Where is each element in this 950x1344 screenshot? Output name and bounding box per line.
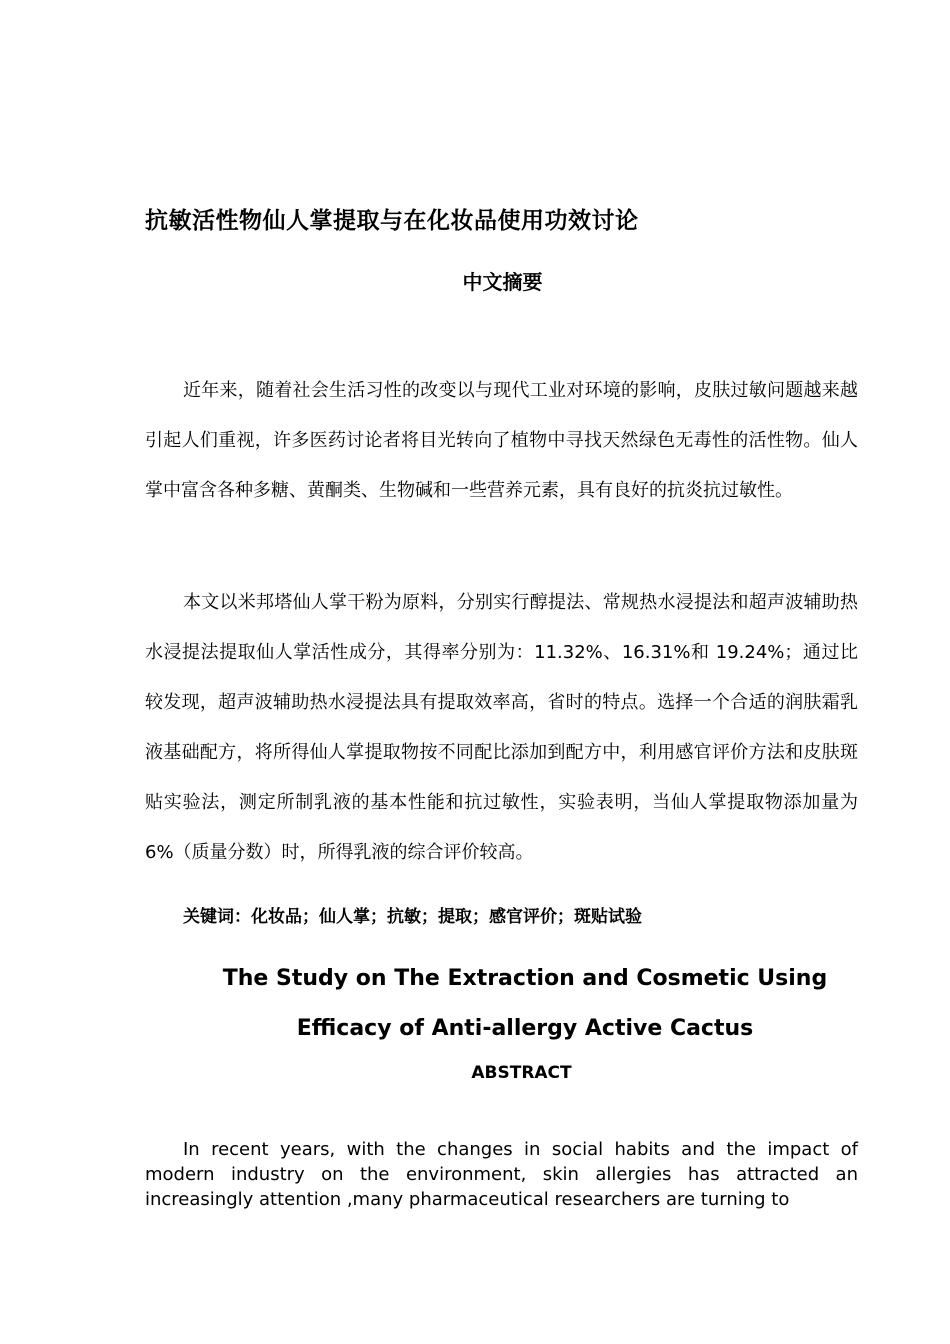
abstract-paragraph-en-1-text: In recent years, with the changes in social habits and the impact of modern industry on the environment, skin allergies has attracted an increasingly attention ,many pharmaceutical researchers are turning to [145,1139,858,1210]
abstract-paragraph-en-1 [145,1137,858,1212]
document-title-en-line-1: The Study on The Extraction and Cosmetic Using [222,966,828,991]
abstract-paragraph-cn-1-text: 近年来，随着社会生活习性的改变以与现代工业对环境的影响，皮肤过敏问题越来越引起人们重视，许多医药讨论者将目光转向了植物中寻找天然绿色无毒性的活性物。仙人掌中富含各种多糖、黄酮类、生物碱和一些营养元素，具有良好的抗炎抗过敏性。 [145,380,858,501]
abstract-heading-cn: 中文摘要 [462,270,543,294]
document-title-cn: 抗敏活性物仙人掌提取与在化妆品使用功效讨论 [145,208,639,234]
abstract-heading-en: ABSTRACT [471,1063,572,1083]
keywords-cn: 关键词：化妆品；仙人掌；抗敏；提取；感官评价；斑贴试验 [183,907,642,927]
abstract-paragraph-cn-2 [145,578,858,878]
document-title-en-line-2: Efficacy of Anti-allergy Active Cactus [296,1016,754,1041]
abstract-paragraph-cn-1 [145,366,858,516]
document-title-en [150,954,900,1054]
abstract-paragraph-cn-2-text: 本文以米邦塔仙人掌干粉为原料，分别实行醇提法、常规热水浸提法和超声波辅助热水浸提法提取仙人掌活性成分，其得率分别为：11.32%、16.31%和 19.24%；通过比较发现，超声波辅助热水浸提法具有提取效率高，省时的特点。选择一个合适的润肤霜乳液基础配方，将所得仙人掌提取物按不同配比添加到配方中，利用感官评价方法和皮肤斑贴实验法，测定所制乳液的基本性能和抗过敏性，实验表明，当仙人掌提取物添加量为 6%（质量分数）时，所得乳液的综合评价较高。 [145,592,858,863]
